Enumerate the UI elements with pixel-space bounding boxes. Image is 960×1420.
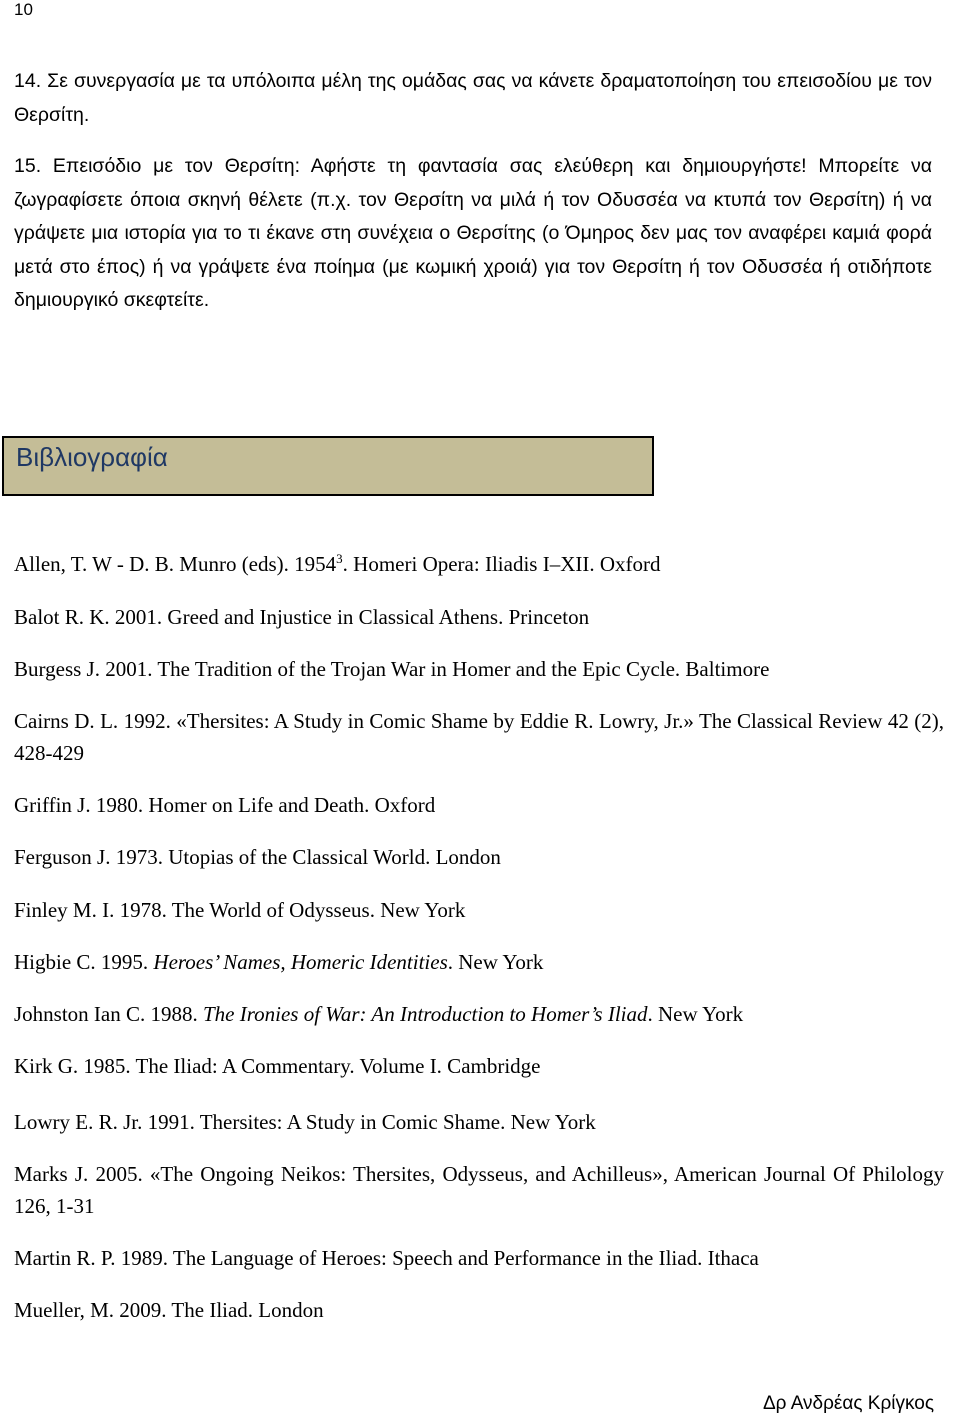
- reference-griffin: Griffin J. 1980. Homer on Life and Death. Oxford: [14, 793, 436, 817]
- paragraph-15: 15. Επεισόδιο με τον Θερσίτη: Αφήστε τη φαντασία σας ελεύθερη και δημιουργήστε! Μπορείτε να ζωγραφίσετε όποια σκηνή θέλετε (π.χ. τον Θερσίτη να μιλά ή τον Οδυσσέα να κτυπά τον Θερσίτη) ή να γράψετε μια ιστορία για το τι έκανε στη συνέχεια ο Θερσίτης (ο Όμηρος δεν μας τον αναφέρει καμιά φορά μετά στο έπος) ή να γράψετε ένα ποίημα (με κωμική χροιά) για τον Θερσίτη ή τον Οδυσσέα ή οτιδήποτε δημιουργικό σκεφτείτε.: [14, 155, 932, 311]
- reference-allen-text: Allen, T. W - D. B. Munro (eds). 1954: [14, 552, 337, 576]
- reference-johnston-author: Johnston Ian C. 1988.: [14, 1002, 203, 1026]
- reference-ferguson: Ferguson J. 1973. Utopias of the Classical World. London: [14, 845, 501, 869]
- reference-allen-title: . Homeri Opera: Iliadis I–XII. Oxford: [342, 552, 661, 576]
- paragraph-14: 14. Σε συνεργασία με τα υπόλοιπα μέλη της ομάδας σας να κάνετε δραματοποίηση του επεισοδίου με τον Θερσίτη.: [14, 70, 932, 126]
- reference-higbie-title: Heroes’ Names, Homeric Identities: [153, 950, 448, 974]
- reference-johnston: [14, 998, 944, 1030]
- reference-higbie-place: . New York: [447, 950, 544, 974]
- bibliography-heading-box: [2, 436, 654, 496]
- reference-burgess: Burgess J. 2001. The Tradition of the Trojan War in Homer and the Epic Cycle. Baltimore: [14, 657, 770, 681]
- reference-allen-edition: 3: [336, 551, 343, 566]
- reference-higbie-author: Higbie C. 1995.: [14, 950, 154, 974]
- reference-cairns: Cairns D. L. 1992. «Thersites: A Study in Comic Shame by Eddie R. Lowry, Jr.» The Classical Review 42 (2), 428-429: [14, 709, 944, 765]
- reference-finley: Finley M. I. 1978. The World of Odysseus. New York: [14, 898, 466, 922]
- page-number: 10: [14, 0, 33, 19]
- reference-mueller: Mueller, M. 2009. The Iliad. London: [14, 1298, 324, 1322]
- reference-kirk: Kirk G. 1985. The Iliad: A Commentary. Volume I. Cambridge: [14, 1054, 541, 1078]
- reference-higbie: [14, 946, 944, 978]
- reference-martin: Martin R. P. 1989. The Language of Heroes: Speech and Performance in the Iliad. Ithaca: [14, 1246, 759, 1270]
- reference-johnston-title: The Ironies of War: An Introduction to Homer’s Iliad: [203, 1002, 648, 1026]
- reference-allen: [14, 548, 944, 580]
- reference-johnston-place: . New York: [647, 1002, 744, 1026]
- bibliography-title: Βιβλιογραφία: [16, 442, 168, 472]
- reference-balot: Balot R. K. 2001. Greed and Injustice in Classical Athens. Princeton: [14, 605, 590, 629]
- reference-marks: Marks J. 2005. «The Ongoing Neikos: Thersites, Odysseus, and Achilleus», American Journal Of Philology 126, 1-31: [14, 1162, 944, 1218]
- reference-lowry: Lowry E. R. Jr. 1991. Thersites: A Study in Comic Shame. New York: [14, 1110, 596, 1134]
- footer-author: Δρ Ανδρέας Κρίγκος: [762, 1393, 934, 1414]
